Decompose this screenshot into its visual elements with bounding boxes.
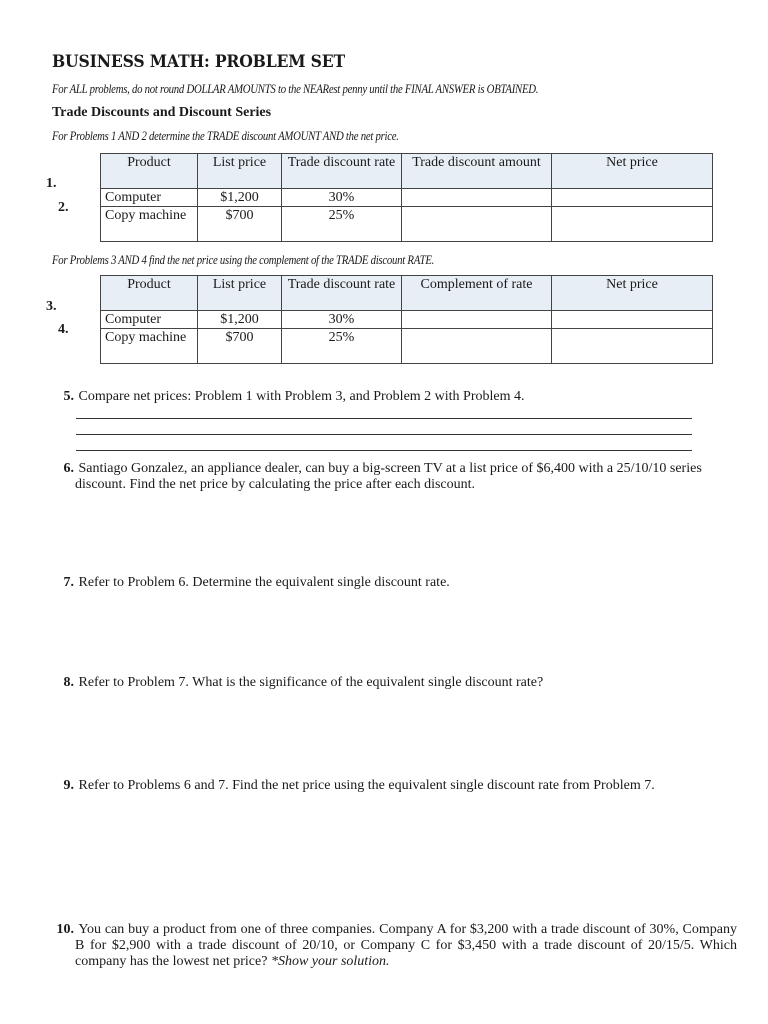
table-header-row (101, 276, 713, 311)
header-product: Product (101, 154, 198, 189)
cell-trade-discount-amount[interactable] (402, 207, 552, 242)
header-net-price: Net price (552, 154, 713, 189)
answer-line[interactable] (76, 418, 692, 419)
page-title: BUSINESS MATH: PROBLEM SET (52, 52, 345, 72)
cell-net-price[interactable] (552, 311, 713, 329)
question-text: Refer to Problem 7. What is the significance of the equivalent single discount rate? (78, 675, 544, 690)
question-10 (52, 922, 737, 970)
header-trade-discount-rate: Trade discount rate (282, 276, 402, 311)
section-title: Trade Discounts and Discount Series (52, 105, 272, 120)
question-5 (52, 389, 714, 405)
problem-number-1: 1. (46, 176, 57, 191)
show-solution-note: *Show your solution. (270, 954, 390, 969)
question-text: Refer to Problems 6 and 7. Find the net price using the equivalent single discount rate from Problem 7. (78, 778, 655, 793)
header-trade-discount-amount: Trade discount amount (402, 154, 552, 189)
question-number: 7. (63, 575, 74, 590)
question-7 (52, 575, 714, 591)
problem-number-4: 4. (58, 322, 69, 337)
cell-net-price[interactable] (552, 207, 713, 242)
question-8 (52, 675, 714, 691)
problem-number-3: 3. (46, 299, 57, 314)
cell-complement-of-rate[interactable] (402, 329, 552, 364)
question-number: 6. (63, 461, 74, 476)
header-trade-discount-rate: Trade discount rate (282, 154, 402, 189)
problem-number-2: 2. (58, 200, 69, 215)
question-number: 10. (56, 922, 74, 937)
answer-line[interactable] (76, 450, 692, 451)
table-row (101, 329, 713, 364)
cell-product: Computer (101, 189, 198, 207)
question-number: 9. (63, 778, 74, 793)
header-list-price: List price (198, 276, 282, 311)
question-text: You can buy a product from one of three companies. Company A for $3,200 with a trade discount of 30%, Company B for $2,900 with a trade discount of 20/10, or Company C for $3,450 with a trade discount of 20/15/5. Which company has the lowest net price? (75, 922, 737, 969)
question-number: 8. (63, 675, 74, 690)
question-text: Santiago Gonzalez, an appliance dealer, can buy a big-screen TV at a list price of $6,400 with a 25/10/10 series discount. Find the net price by calculating the price after each discount. (75, 461, 702, 492)
problem-table-2 (100, 275, 713, 364)
question-9 (52, 778, 737, 794)
cell-product: Copy machine (101, 329, 198, 364)
table-row (101, 189, 713, 207)
header-net-price: Net price (552, 276, 713, 311)
cell-rate: 30% (282, 189, 402, 207)
question-text: Refer to Problem 6. Determine the equivalent single discount rate. (78, 575, 450, 590)
cell-net-price[interactable] (552, 329, 713, 364)
cell-product: Copy machine (101, 207, 198, 242)
problem-table-1 (100, 153, 713, 242)
rounding-note: For ALL problems, do not round DOLLAR AMOUNTS to the NEARest penny until the FINAL ANSWER is OBTAINED. (52, 82, 539, 96)
cell-rate: 25% (282, 207, 402, 242)
header-complement-of-rate: Complement of rate (402, 276, 552, 311)
header-product: Product (101, 276, 198, 311)
cell-complement-of-rate[interactable] (402, 311, 552, 329)
question-6 (52, 461, 737, 493)
answer-line[interactable] (76, 434, 692, 435)
question-number: 5. (63, 389, 74, 404)
table2-instruction: For Problems 3 AND 4 find the net price using the complement of the TRADE discount RATE. (52, 253, 435, 267)
cell-rate: 30% (282, 311, 402, 329)
header-list-price: List price (198, 154, 282, 189)
table-header-row (101, 154, 713, 189)
table1-instruction: For Problems 1 AND 2 determine the TRADE discount AMOUNT AND the net price. (52, 129, 399, 143)
table-row (101, 311, 713, 329)
cell-product: Computer (101, 311, 198, 329)
question-text: Compare net prices: Problem 1 with Problem 3, and Problem 2 with Problem 4. (78, 389, 525, 404)
cell-net-price[interactable] (552, 189, 713, 207)
cell-trade-discount-amount[interactable] (402, 189, 552, 207)
cell-list-price: $700 (198, 207, 282, 242)
cell-list-price: $1,200 (198, 311, 282, 329)
cell-list-price: $1,200 (198, 189, 282, 207)
cell-list-price: $700 (198, 329, 282, 364)
cell-rate: 25% (282, 329, 402, 364)
table-row (101, 207, 713, 242)
